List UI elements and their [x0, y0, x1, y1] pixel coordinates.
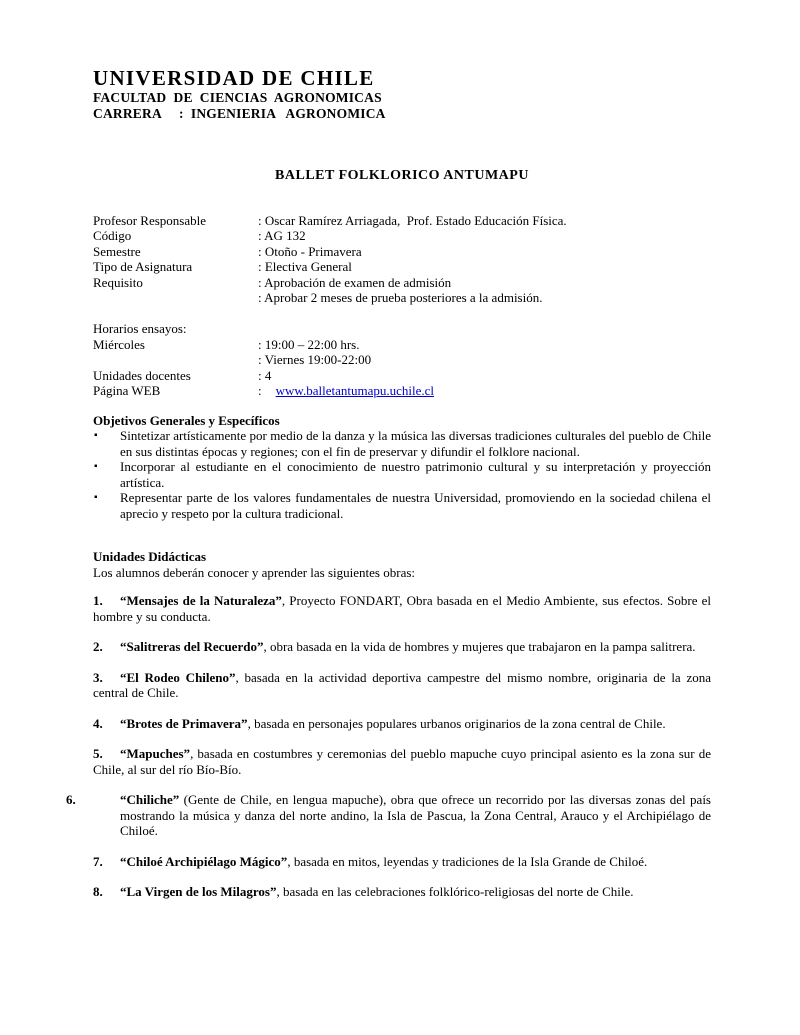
objective-item [93, 490, 711, 521]
unit-text: , Proyecto FONDART, Obra basada en el Medio Ambiente, sus efectos. Sobre el hombre y su conducta. [93, 593, 711, 624]
info-value: : 19:00 – 22:00 hrs. [258, 336, 360, 352]
bullet-square-icon: ▪ [94, 492, 98, 503]
info-label: Página WEB [93, 383, 161, 398]
info-row-requisito [93, 275, 711, 291]
unit-number: 2. [93, 639, 103, 654]
info-label: Tipo de Asignatura [93, 259, 193, 274]
unit-item [93, 854, 711, 870]
info-value: : Otoño - Primavera [258, 243, 362, 259]
bullet-square-icon: ▪ [94, 430, 98, 441]
info-label: Profesor Responsable [93, 212, 207, 228]
unit-title: “Chiliche” [120, 792, 180, 807]
info-row-unidades [93, 368, 711, 384]
info-label [93, 306, 258, 322]
unit-text: , obra basada en la vida de hombres y mujeres que trabajaron en la pampa salitrera. [263, 639, 696, 654]
units-section [66, 549, 711, 900]
info-label: Unidades docentes [93, 367, 191, 383]
unit-number: 3. [93, 669, 103, 685]
unit-text: , basada en la actividad deportiva campestre del mismo nombre, originaria de la zona central de Chile. [93, 669, 711, 700]
course-title: BALLET FOLKLORICO ANTUMAPU [275, 168, 529, 183]
unit-item [93, 746, 711, 777]
unit-number: 4. [93, 715, 103, 731]
objective-item [93, 428, 711, 459]
info-row-semestre [93, 244, 711, 260]
info-value: : AG 132 [258, 228, 306, 243]
faculty-name: FACULTAD DE CIENCIAS AGRONOMICAS [93, 90, 382, 105]
unit-item [93, 593, 711, 624]
unit-item [93, 670, 711, 701]
info-row-requisito-2 [93, 290, 711, 306]
info-label [93, 352, 258, 368]
info-value [258, 383, 434, 399]
info-value: : Aprobar 2 meses de prueba posteriores a la admisión. [258, 290, 543, 305]
bullet-square-icon: ▪ [94, 461, 98, 472]
objective-item [93, 459, 711, 490]
unit-title: “Mensajes de la Naturaleza” [120, 593, 282, 608]
info-row-web [93, 383, 711, 399]
info-label [93, 290, 258, 306]
info-label: Requisito [93, 274, 143, 290]
career-line: CARRERA : INGENIERIA AGRONOMICA [93, 106, 386, 121]
web-link[interactable]: www.balletantumapu.uchile.cl [275, 383, 434, 398]
info-row-profesor [93, 213, 711, 229]
info-label: Horarios ensayos: [93, 321, 187, 336]
unit-number: 6. [66, 792, 76, 807]
info-value: : Viernes 19:00-22:00 [258, 352, 372, 367]
units-intro: Los alumnos deberán conocer y aprender las siguientes obras: [93, 564, 416, 580]
web-colon: : [258, 383, 262, 398]
info-label: Semestre [93, 243, 141, 259]
unit-title: “El Rodeo Chileno” [120, 669, 236, 685]
unit-item [66, 792, 711, 839]
info-value: : Aprobación de examen de admisión [258, 274, 452, 290]
unit-title: “Salitreras del Recuerdo” [120, 639, 264, 654]
unit-text: (Gente de Chile, en lengua mapuche), obra que ofrece un recorrido por las diversas zonas del país mostrando la música y danza del norte andino, la Isla de Pascua, la Zona Central, Arauco y el Archipiélago de Chiloé. [120, 792, 711, 838]
unit-number: 5. [93, 746, 103, 761]
unit-title: “La Virgen de los Milagros” [120, 884, 277, 899]
objective-text: Incorporar al estudiante en el conocimiento de nuestro patrimonio cultural y su interpretación y proyección artística. [120, 459, 711, 490]
unit-number: 8. [93, 884, 103, 899]
info-row-horarios [93, 321, 711, 337]
course-info-table [93, 213, 711, 399]
info-value: : Oscar Ramírez Arriagada, Prof. Estado Educación Física. [258, 212, 567, 228]
info-row-tipo [93, 259, 711, 275]
unit-item [93, 716, 711, 732]
units-heading: Unidades Didácticas [93, 549, 207, 564]
info-row-codigo [93, 228, 711, 244]
unit-text: , basada en costumbres y ceremonias del pueblo mapuche cuyo principal asiento es la zona sur de Chile, al sur del río Bío-Bío. [93, 746, 711, 777]
unit-title: “Brotes de Primavera” [120, 715, 248, 731]
objectives-heading: Objetivos Generales y Específicos [93, 412, 280, 428]
document-header [93, 66, 711, 122]
objective-text: Representar parte de los valores fundamentales de nuestra Universidad, promoviendo en la sociedad chilena el aprecio y respeto por la cultura tradicional. [120, 490, 711, 521]
info-label: Código [93, 228, 132, 243]
objectives-section [93, 413, 711, 522]
unit-number: 7. [93, 853, 103, 869]
unit-text: , basada en las celebraciones folklórico-religiosas del norte de Chile. [276, 884, 634, 899]
unit-number: 1. [93, 593, 103, 608]
units-list [66, 593, 711, 900]
info-row-miercoles [93, 337, 711, 353]
info-label: Miércoles [93, 336, 145, 352]
info-value: : Electiva General [258, 259, 352, 274]
unit-item [93, 639, 711, 655]
unit-text: , basada en mitos, leyendas y tradiciones de la Isla Grande de Chiloé. [287, 853, 648, 869]
objective-text: Sintetizar artísticamente por medio de la danza y la música las diversas tradiciones culturales del pueblo de Chile en sus distintas épocas y regiones; con el fin de preservar y difundir el folklore nacional. [120, 428, 711, 459]
info-row-blank [93, 306, 711, 322]
info-row-viernes [93, 352, 711, 368]
info-value: : 4 [258, 367, 272, 383]
university-name: UNIVERSIDAD DE CHILE [93, 66, 375, 90]
unit-item [93, 884, 711, 900]
unit-title: “Mapuches” [120, 746, 191, 761]
unit-title: “Chiloé Archipiélago Mágico” [120, 853, 288, 869]
unit-text: , basada en personajes populares urbanos originarios de la zona central de Chile. [247, 715, 666, 731]
